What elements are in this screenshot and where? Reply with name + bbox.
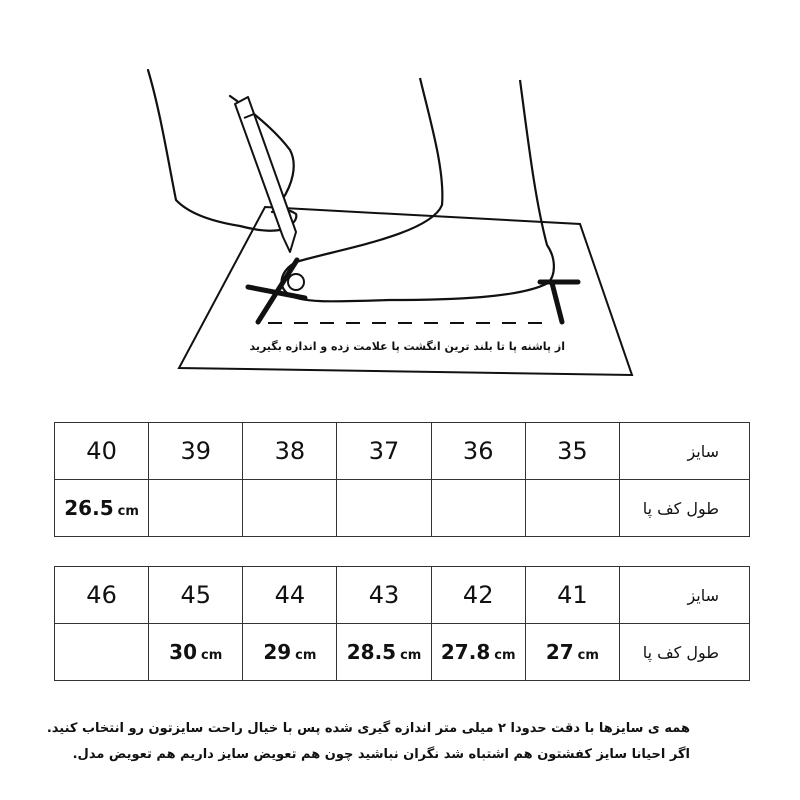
length-cell <box>525 624 619 681</box>
size-cell: 41 <box>525 567 619 624</box>
measure-instruction: از پاشنه پا تا بلند ترین انگشت پا علامت زده و اندازه بگیرید <box>249 340 565 353</box>
size-cell: 43 <box>337 567 431 624</box>
size-table-2 <box>54 566 750 681</box>
length-cell <box>243 624 337 681</box>
length-row <box>55 480 750 537</box>
size-cell: 39 <box>149 423 243 480</box>
size-notes <box>46 716 690 768</box>
length-cell <box>525 480 619 537</box>
length-cell <box>337 480 431 537</box>
size-cell: 44 <box>243 567 337 624</box>
size-cell: 38 <box>243 423 337 480</box>
size-row-label: سایز <box>620 423 750 480</box>
size-table-1 <box>54 422 750 537</box>
note-line-1: همه ی سایزها با دقت حدودا ۲ میلی متر اندازه گیری شده پس با خیال راحت سایزتون رو انتخاب کنید. <box>46 721 690 736</box>
size-cell: 45 <box>149 567 243 624</box>
size-cell: 37 <box>337 423 431 480</box>
length-cell <box>149 624 243 681</box>
length-value: 26.5 <box>64 496 114 520</box>
length-value: 28.5 <box>346 640 397 664</box>
length-value: 29 <box>263 640 292 664</box>
size-row-label: سایز <box>620 567 750 624</box>
length-cell <box>337 624 431 681</box>
length-unit: cm <box>201 648 223 663</box>
foot-outline <box>282 78 554 301</box>
heel-mark-vertical <box>552 283 562 322</box>
length-unit: cm <box>577 648 599 663</box>
length-row-label: طول کف پا <box>620 624 750 681</box>
big-toe <box>288 274 304 290</box>
length-unit: cm <box>117 504 139 519</box>
length-value: 27 <box>545 640 574 664</box>
size-cell: 40 <box>55 423 149 480</box>
length-value: 30 <box>169 640 198 664</box>
size-row <box>55 423 750 480</box>
length-cell <box>55 480 149 537</box>
length-cell <box>149 480 243 537</box>
length-cell <box>431 480 525 537</box>
length-unit: cm <box>295 648 317 663</box>
length-value: 27.8 <box>440 640 491 664</box>
length-cell <box>431 624 525 681</box>
size-row <box>55 567 750 624</box>
size-cell: 36 <box>431 423 525 480</box>
size-cell: 35 <box>525 423 619 480</box>
length-row <box>55 624 750 681</box>
length-row-label: طول کف پا <box>620 480 750 537</box>
length-cell <box>55 624 149 681</box>
length-unit: cm <box>400 648 422 663</box>
size-cell: 46 <box>55 567 149 624</box>
size-cell: 42 <box>431 567 525 624</box>
length-cell <box>243 480 337 537</box>
pencil-icon <box>235 97 296 252</box>
length-unit: cm <box>494 648 516 663</box>
note-line-2: اگر احیانا سایز کفشتون هم اشتباه شد نگران نباشید چون هم تعویض سایز داریم هم تعویض مدل. <box>72 747 690 762</box>
